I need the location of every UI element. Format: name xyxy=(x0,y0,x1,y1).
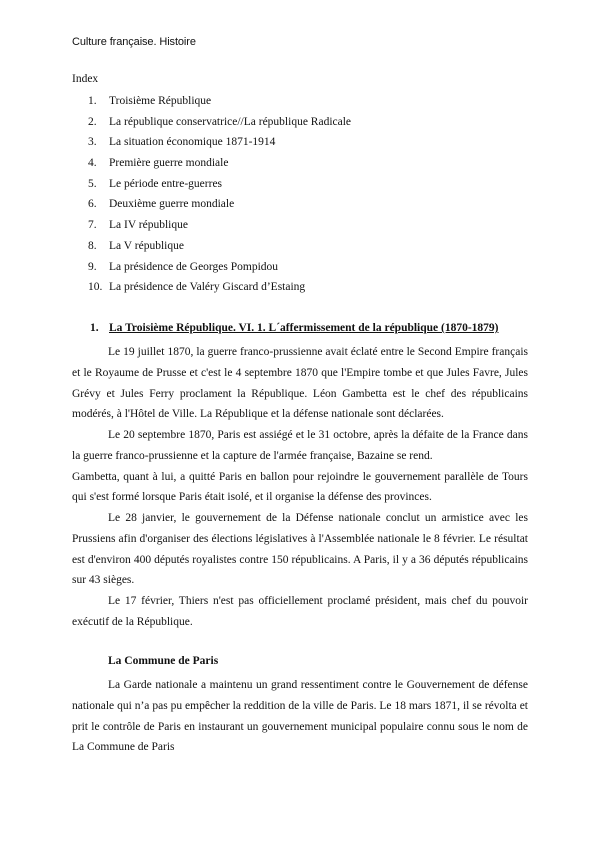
index-item-number: 6. xyxy=(88,198,97,211)
index-item-number: 8. xyxy=(88,239,97,252)
index-list xyxy=(88,93,351,300)
body-paragraph: Le 17 février, Thiers n'est pas officiellement proclamé président, mais chef du pouvoir exécutif de la République. xyxy=(72,595,528,628)
index-item-label: La V république xyxy=(109,239,184,252)
section-title: La Troisième République. VI. 1. L´affermissement de la république (1870-1879) xyxy=(109,322,499,334)
index-item xyxy=(88,155,351,176)
body-paragraph xyxy=(72,425,528,508)
index-item xyxy=(88,238,351,259)
index-item xyxy=(88,176,351,197)
section-number: 1. xyxy=(90,322,99,334)
index-item-label: La république conservatrice//La république Radicale xyxy=(109,115,352,128)
index-item xyxy=(88,259,351,280)
index-item xyxy=(88,217,351,238)
index-item-number: 9. xyxy=(88,260,97,273)
index-item-number: 5. xyxy=(88,177,97,190)
body-paragraph: Le 28 janvier, le gouvernement de la Défense nationale conclut un armistice avec les Prussiens afin d'organiser des élections législatives à l'Assemblée nationale le 8 février. Le résultat est d'environ 400 députés royalistes contre 150 républicains. A Paris, il y a 36 députés républicains sur 43 sièges. xyxy=(72,512,528,587)
index-item-label: Deuxième guerre mondiale xyxy=(109,198,235,211)
index-item xyxy=(88,93,351,114)
body-paragraph: La Garde nationale a maintenu un grand ressentiment contre le Gouvernement de défense nationale qui n’a pas pu empêcher la reddition de la ville de Paris. Le 18 mars 1871, il se révolta et prit le contrôle de Paris en instaurant un gouvernement municipal populaire connu sous le nom de La Commune de Paris xyxy=(72,679,528,754)
index-item xyxy=(88,196,351,217)
index-item-label: La situation économique 1871-1914 xyxy=(109,136,276,149)
index-item-number: 10. xyxy=(88,281,103,294)
index-item-label: Troisième République xyxy=(109,95,212,107)
index-item-number: 3. xyxy=(88,136,97,149)
index-item-label: La présidence de Valéry Giscard d’Estaing xyxy=(109,281,306,294)
index-item-label: La présidence de Georges Pompidou xyxy=(109,260,279,273)
index-item-label: Première guerre mondiale xyxy=(109,157,229,170)
body-paragraph: Le 19 juillet 1870, la guerre franco-prussienne avait éclaté entre le Second Empire français et le Royaume de Prusse et c'est le 4 septembre 1870 que l'Empire tombe et que Jules Favre, Jules Grévy et Jules Ferry proclament la République. Léon Gambetta est le chef des républicains modérés, à l'Hôtel de Ville. La République et la défense nationale sont déclarées. xyxy=(72,346,528,421)
index-item xyxy=(88,114,351,135)
index-item xyxy=(88,134,351,155)
index-item-number: 7. xyxy=(88,219,97,232)
section-heading xyxy=(90,322,499,334)
index-item-number: 1. xyxy=(88,95,97,107)
index-item xyxy=(88,279,351,300)
commune-heading: La Commune de Paris xyxy=(108,655,219,667)
paragraph-sentence: Gambetta, quant à lui, a quitté Paris en ballon pour rejoindre le gouvernement parallèle de Tours qui s'est formé lorsque Paris était isolé, et il organise la défense des provinces. xyxy=(72,470,528,504)
index-item-label: La IV république xyxy=(109,219,188,232)
page-header: Culture française. Histoire xyxy=(72,36,196,48)
paragraph-sentence: Le 20 septembre 1870, Paris est assiégé et le 31 octobre, après la défaite de la France dans la guerre franco-prussienne et la capture de l'armée française, Bazaine se rend. xyxy=(72,429,528,462)
index-item-number: 2. xyxy=(88,115,97,128)
index-title: Index xyxy=(72,73,99,85)
index-item-number: 4. xyxy=(88,157,97,170)
index-item-label: Le période entre-guerres xyxy=(109,177,223,190)
